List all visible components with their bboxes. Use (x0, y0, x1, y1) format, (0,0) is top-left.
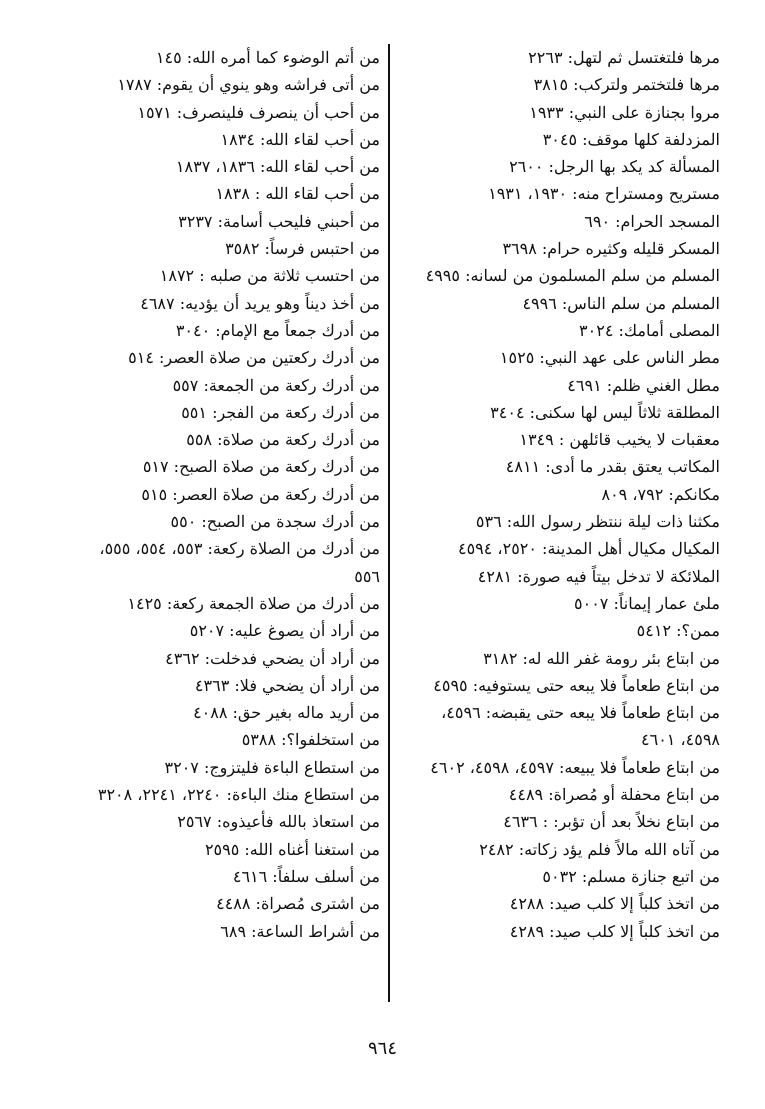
index-entry: من أدرك ركعة من صلاة: ٥٥٨ (186, 430, 380, 450)
index-entry: من اتخذ كلباً إلا كلب صيد: ٤٢٨٨ (509, 894, 720, 914)
index-entry: من أتم الوضوء كما أمره الله: ١٤٥ (155, 48, 380, 67)
index-entry: المكاتب يعتق بقدر ما أدى: ٤٨١١ (505, 457, 720, 477)
column-divider (388, 44, 390, 1002)
index-entry: من أدرك سجدة من الصبح: ٥٥٠ (170, 512, 380, 532)
index-entry: من أريد ماله بغير حق: ٤٠٨٨ (193, 703, 380, 723)
index-entry: من أشراط الساعة: ٦٨٩ (220, 921, 380, 941)
index-entry: من أراد أن يضحي فلا: ٤٣٦٣ (194, 675, 380, 695)
index-entry: مرها فلتغتسل ثم لتهل: ٢٢٦٣ (528, 48, 720, 67)
index-entry: الملائكة لا تدخل بيتاً فيه صورة: ٤٢٨١ (477, 566, 720, 586)
index-entry: من آتاه الله مالاً فلم يؤد زكاته: ٢٤٨٢ (479, 839, 720, 859)
index-entry: من أدرك ركعة من صلاة العصر: ٥١٥ (141, 484, 380, 504)
index-entry: من اشترى مُصراة: ٤٤٨٨ (216, 894, 380, 914)
index-entry: من استطاع منك الباءة: ٢٢٤٠، ٢٢٤١، ٣٢٠٨ (97, 785, 380, 805)
index-entry: مستريح ومستراح منه: ١٩٣٠، ١٩٣١ (488, 184, 720, 204)
index-entry: مطل الغني ظلم: ٤٦٩١ (567, 375, 720, 395)
index-entry: من أسلف سلفاً: ٤٦١٦ (232, 866, 380, 886)
index-entry-continuation: ٤٥٩٨، ٤٦٠١ (641, 730, 720, 750)
index-entry: من أحب لقاء الله: ١٨٣٤ (220, 129, 380, 149)
index-entry: المسلم من سلم المسلمون من لسانه: ٤٩٩٥ (425, 266, 720, 286)
index-entry: من أحب لقاء الله: ١٨٣٦، ١٨٣٧ (175, 157, 380, 177)
index-entry: من أخذ ديناً وهو يريد أن يؤديه: ٤٦٨٧ (140, 293, 380, 313)
index-entry: من أراد أن يصوغ عليه: ٥٢٠٧ (189, 621, 380, 641)
index-entry: من أدرك من صلاة الجمعة ركعة: ١٤٢٥ (127, 593, 380, 613)
index-entry: من ابتاع بئر رومة غفر الله له: ٣١٨٢ (483, 648, 720, 668)
index-entry: من احتسب ثلاثة من صلبه : ١٨٧٢ (159, 266, 380, 286)
index-entry: من استطاع الباءة فليتزوج: ٣٢٠٧ (164, 757, 380, 777)
page-number: ٩٦٤ (367, 1038, 397, 1059)
index-entry: من أدرك ركعة من الفجر: ٥٥١ (181, 402, 380, 422)
index-entry: من استعاذ بالله فأعيذوه: ٢٥٦٧ (177, 812, 380, 832)
right-column (396, 44, 720, 945)
index-entry: المصلى أمامك: ٣٠٢٤ (579, 320, 720, 340)
index-entry: المسلم من سلم الناس: ٤٩٩٦ (522, 293, 720, 313)
index-entry-continuation: ٥٥٦ (354, 566, 380, 586)
index-entry: من أدرك ركعة من صلاة الصبح: ٥١٧ (142, 457, 380, 477)
index-entry: مرها فلتختمر ولتركب: ٣٨١٥ (533, 75, 720, 95)
index-entry: مطر الناس على عهد النبي: ١٥٢٥ (499, 348, 720, 368)
index-entry: معقبات لا يخيب قائلهن : ١٣٤٩ (519, 430, 720, 450)
index-entry: من أراد أن يضحي فدخلت: ٤٣٦٢ (165, 648, 380, 668)
index-entry: من اتخذ كلباً إلا كلب صيد: ٤٢٨٩ (509, 921, 720, 941)
index-entry: المزدلفة كلها موقف: ٣٠٤٥ (542, 129, 720, 149)
index-entry: من ابتاع محفلة أو مُصراة: ٤٤٨٩ (508, 785, 720, 805)
index-entry: المسكر قليله وكثيره حرام: ٣٦٩٨ (502, 239, 720, 259)
index-entry: مكثنا ذات ليلة ننتظر رسول الله: ٥٣٦ (475, 512, 720, 532)
index-entry: من استغنا أغناه الله: ٢٥٩٥ (204, 839, 380, 859)
index-entry: من اتبع جنازة مسلم: ٥٠٣٢ (542, 866, 720, 886)
index-entry: المطلقة ثلاثاً ليس لها سكنى: ٣٤٠٤ (490, 402, 720, 422)
index-entry: ملئ عمار إيماناً: ٥٠٠٧ (574, 593, 720, 613)
index-entry: من أحبني فليحب أسامة: ٣٢٣٧ (178, 211, 380, 231)
index-entry: من أحب أن ينصرف فلينصرف: ١٥٧١ (137, 102, 380, 122)
index-entry: من ابتاع طعاماً فلا يبيعه: ٤٥٩٧، ٤٥٩٨، ٤٦٠٢ (430, 757, 720, 777)
index-entry: من أتى فراشه وهو ينوي أن يقوم: ١٧٨٧ (117, 75, 380, 95)
index-entry: مكانكم: ٧٩٢، ٨٠٩ (601, 484, 720, 504)
index-entry: ممن؟: ٥٤١٢ (636, 621, 720, 641)
index-entry: من استخلفوا؟: ٥٣٨٨ (241, 730, 380, 750)
index-entry: من ابتاع نخلاً بعد أن تؤبر: : ٤٦٣٦ (503, 812, 720, 832)
index-entry: المسألة كد يكد بها الرجل: ٢٦٠٠ (509, 157, 720, 177)
index-entry: من احتبس فرساً: ٣٥٨٢ (225, 239, 380, 259)
index-entry: من ابتاع طعاماً فلا يبعه حتى يستوفيه: ٤٥٩٥ (433, 675, 720, 695)
left-column (20, 44, 380, 945)
index-entry: من أدرك ركعتين من صلاة العصر: ٥١٤ (128, 348, 380, 368)
index-entry: من أدرك ركعة من الجمعة: ٥٥٧ (172, 375, 380, 395)
index-entry: مروا بجنازة على النبي: ١٩٣٣ (529, 102, 720, 122)
index-entry: من أحب لقاء الله : ١٨٣٨ (215, 184, 380, 204)
index-entry: المكيال مكيال أهل المدينة: ٢٥٢٠، ٤٥٩٤ (457, 539, 720, 559)
index-entry: من أدرك جمعاً مع الإمام: ٣٠٤٠ (175, 320, 380, 340)
index-entry: المسجد الحرام: ٦٩٠ (584, 211, 720, 231)
index-entry: من ابتاع طعاماً فلا يبعه حتى يقبضه: ٤٥٩٦، (441, 703, 720, 723)
index-entry: من أدرك من الصلاة ركعة: ٥٥٣، ٥٥٤، ٥٥٥، (99, 539, 380, 559)
